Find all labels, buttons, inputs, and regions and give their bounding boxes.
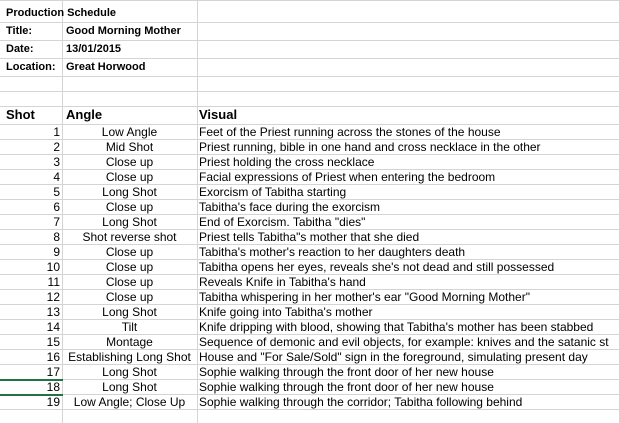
angle-cell[interactable]: Mid Shot (105, 140, 154, 154)
angle-cell[interactable]: Close up (105, 275, 154, 289)
shot-number-cell[interactable]: 18 (46, 380, 60, 394)
angle-cell[interactable]: Close up (105, 290, 154, 304)
shot-number-cell[interactable]: 14 (46, 320, 60, 334)
shot-number-cell[interactable]: 15 (46, 335, 60, 349)
visual-cell[interactable]: End of Exorcism. Tabitha "dies" (199, 215, 366, 229)
selected-cell[interactable] (0, 380, 63, 396)
header-angle[interactable]: Angle (66, 107, 103, 122)
angle-cell[interactable]: Low Angle; Close Up (73, 395, 186, 409)
shot-number-cell[interactable]: 19 (46, 395, 60, 409)
shot-number-cell[interactable]: 4 (53, 170, 60, 184)
shot-number-cell[interactable]: 6 (53, 200, 60, 214)
angle-cell[interactable]: Close up (105, 200, 154, 214)
angle-cell[interactable]: Long Shot (102, 365, 157, 379)
visual-cell[interactable]: Knife dripping with blood, showing that Tabitha's mother has been stabbed (199, 320, 594, 334)
date-label[interactable]: Date: (6, 43, 34, 55)
angle-cell[interactable]: Long Shot (102, 215, 157, 229)
visual-cell[interactable]: Tabitha's mother's reaction to her daughters death (199, 245, 466, 259)
visual-cell[interactable]: Reveals Knife in Tabitha's hand (199, 275, 366, 289)
angle-cell[interactable]: Long Shot (102, 380, 157, 394)
visual-cell[interactable]: House and "For Sale/Sold" sign in the foreground, simulating present day (199, 350, 588, 364)
shot-number-cell[interactable]: 8 (53, 230, 60, 244)
shot-number-cell[interactable]: 9 (53, 245, 60, 259)
visual-cell[interactable]: Priest running, bible in one hand and cross necklace in the other (199, 140, 541, 154)
visual-cell[interactable]: Sophie walking through the front door of her new house (199, 365, 494, 379)
angle-cell[interactable]: Close up (105, 155, 154, 169)
title-label[interactable]: Title: (6, 25, 33, 37)
visual-cell[interactable]: Tabitha whispering in her mother's ear "Good Morning Mother" (199, 290, 530, 304)
angle-cell[interactable]: Long Shot (102, 305, 157, 319)
angle-cell[interactable]: Montage (106, 335, 153, 349)
shot-number-cell[interactable]: 10 (46, 260, 60, 274)
shot-number-cell[interactable]: 3 (53, 155, 60, 169)
shot-number-cell[interactable]: 7 (53, 215, 60, 229)
date-value[interactable]: 13/01/2015 (66, 43, 122, 55)
location-value[interactable]: Great Horwood (66, 61, 146, 73)
title-value[interactable]: Good Morning Mother (66, 25, 181, 37)
angle-cell[interactable]: Close up (105, 245, 154, 259)
header-visual[interactable]: Visual (199, 107, 238, 122)
row-divider (0, 76, 620, 77)
visual-cell[interactable]: Feet of the Priest running across the stones of the house (199, 125, 501, 139)
visual-cell[interactable]: Exorcism of Tabitha starting (199, 185, 347, 199)
angle-cell[interactable]: Shot reverse shot (82, 230, 177, 244)
location-label[interactable]: Location: (6, 61, 56, 73)
visual-cell[interactable]: Priest holding the cross necklace (199, 155, 375, 169)
shot-number-cell[interactable]: 1 (53, 125, 60, 139)
visual-cell[interactable]: Facial expressions of Priest when entering the bedroom (199, 170, 496, 184)
shot-number-cell[interactable]: 5 (53, 185, 60, 199)
visual-cell[interactable]: Priest tells Tabitha"s mother that she died (199, 230, 420, 244)
shot-number-cell[interactable]: 17 (46, 365, 60, 379)
shot-number-cell[interactable]: 2 (53, 140, 60, 154)
angle-cell[interactable]: Close up (105, 170, 154, 184)
shot-number-cell[interactable]: 11 (47, 275, 60, 289)
sheet-title[interactable]: Production Schedule (6, 7, 117, 19)
angle-cell[interactable]: Tilt (121, 320, 138, 334)
angle-cell[interactable]: Establishing Long Shot (68, 350, 191, 364)
visual-cell[interactable]: Tabitha opens her eyes, reveals she's not dead and still possessed (199, 260, 555, 274)
angle-cell[interactable]: Low Angle (101, 125, 158, 139)
visual-cell[interactable]: Sequence of demonic and evil objects, for example: knives and the satanic st (199, 335, 609, 349)
visual-cell[interactable]: Sophie walking through the corridor; Tabitha following behind (199, 395, 523, 409)
shot-number-cell[interactable]: 13 (46, 305, 60, 319)
angle-cell[interactable]: Long Shot (102, 185, 157, 199)
shot-number-cell[interactable]: 12 (46, 290, 60, 304)
visual-cell[interactable]: Tabitha's face during the exorcism (199, 200, 381, 214)
visual-cell[interactable]: Knife going into Tabitha's mother (199, 305, 373, 319)
angle-cell[interactable]: Close up (105, 260, 154, 274)
row-divider (0, 0, 620, 1)
selected-cell[interactable] (0, 365, 63, 381)
shot-number-cell[interactable]: 16 (46, 350, 60, 364)
row-divider (0, 91, 620, 92)
visual-cell[interactable]: Sophie walking through the front door of her new house (199, 380, 494, 394)
header-shot[interactable]: Shot (6, 107, 35, 122)
